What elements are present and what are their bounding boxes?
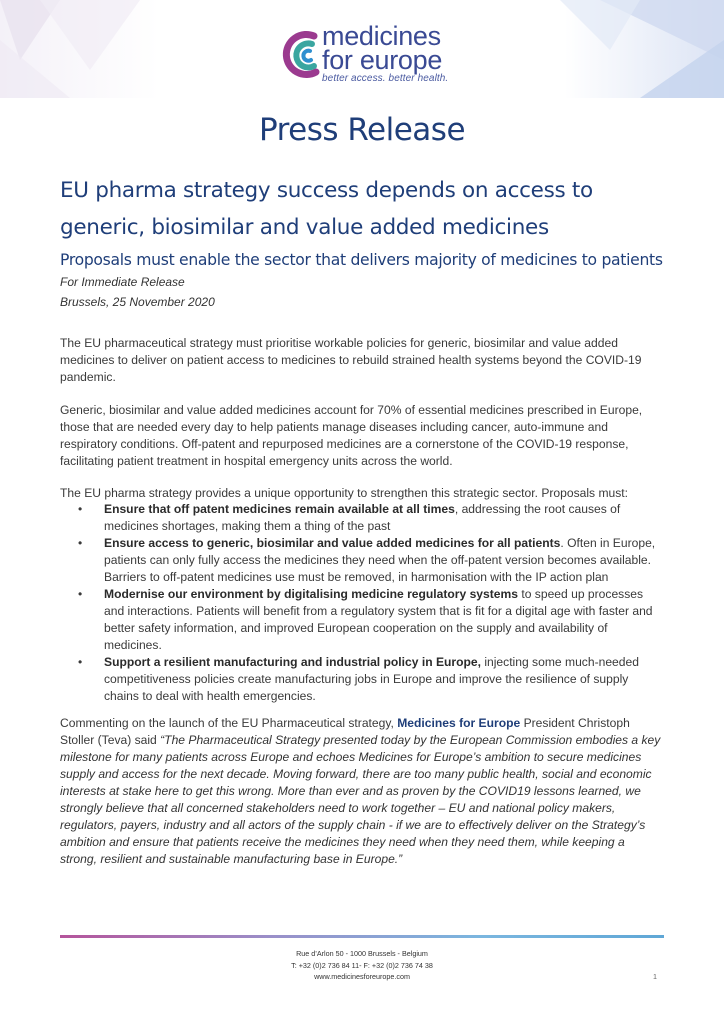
bullet-icon: • bbox=[78, 536, 83, 550]
bullet-bold-text: Ensure that off patent medicines remain available at all times bbox=[104, 502, 455, 516]
paragraph-proposals-lead: The EU pharma strategy provides a unique opportunity to strengthen this strategic sector. Proposals must: bbox=[60, 486, 629, 500]
footer-phone: T: +32 (0)2 736 84 11- F: +32 (0)2 736 74 38 bbox=[291, 960, 433, 970]
brand-logo bbox=[276, 22, 466, 88]
quote-lead: Commenting on the launch of the EU Pharmaceutical strategy, bbox=[60, 716, 398, 730]
list-item bbox=[60, 654, 664, 705]
quote-paragraph bbox=[60, 715, 664, 868]
bullet-bold-text: Ensure access to generic, biosimilar and value added medicines for all patients bbox=[104, 536, 561, 550]
headline: EU pharma strategy success depends on access to generic, biosimilar and value added medicines bbox=[60, 178, 593, 240]
page-title: Press Release bbox=[258, 112, 466, 148]
header-banner bbox=[0, 0, 724, 98]
paragraph-intro: The EU pharmaceutical strategy must prioritise workable policies for generic, biosimilar and value added medicines to deliver on patient access to medicines to rebuild strained health systems beyond the COVID-19 pandemic. bbox=[60, 336, 642, 384]
logo-wordmark-europe: europe bbox=[359, 45, 443, 75]
footer-divider bbox=[60, 935, 664, 938]
bullet-bold-text: Modernise our environment by digitalising medicine regulatory systems bbox=[104, 587, 518, 601]
quote-organisation: Medicines for Europe bbox=[397, 716, 521, 730]
quote-speaker: President Christoph Stoller (Teva) said bbox=[60, 716, 630, 747]
bullet-icon: • bbox=[78, 655, 83, 669]
footer bbox=[0, 948, 724, 983]
bullet-text: . Often in Europe, patients can only fully access the medicines they need when the off-patent version becomes available. Barriers to off-patent medicines use must be removed, in harmonisation with the IP action plan bbox=[104, 536, 656, 584]
quote-text: “The Pharmaceutical Strategy presented today by the European Commission embodies a key milestone for many patients across Europe and echoes Medicines for Europe’s ambition to secure medicines supply and access for the next decade. Moving forward, there are too many public health, social and economic interests at stake here to get this wrong. More than ever and as proven by the COVID19 lessons learned, we strongly believe that all concerned stakeholders need to work together – EU and national policy makers, regulators, payers, industry and all actors of the supply chain - if we are to effectively deliver on the Strategy’s ambition and ensure that patients receive the medicines they need when they need them, while keeping a strong, resilient and sustainable manufacturing base in Europe.” bbox=[60, 733, 661, 866]
footer-website-link[interactable]: www.medicinesforeurope.com bbox=[314, 972, 410, 981]
logo-wordmark-line2 bbox=[322, 45, 448, 75]
bullet-icon: • bbox=[78, 502, 83, 516]
proposals-list bbox=[60, 501, 664, 705]
logo-mark-icon bbox=[276, 22, 326, 88]
bullet-icon: • bbox=[78, 587, 83, 601]
logo-tagline: better access. better health. bbox=[322, 73, 449, 84]
dateline: Brussels, 25 November 2020 bbox=[60, 295, 215, 309]
bullet-text: to speed up processes and interactions. Patients will benefit from a regulatory system that is fit for a digital age with faster and better safety information, and improved European cooperation on the supply and availability of medicines. bbox=[104, 587, 653, 652]
subheadline: Proposals must enable the sector that delivers majority of medicines to patients bbox=[60, 251, 663, 269]
page-number: 1 bbox=[653, 972, 657, 981]
bullet-bold-text: Support a resilient manufacturing and industrial policy in Europe, bbox=[104, 655, 481, 669]
list-item bbox=[60, 535, 664, 586]
logo-wordmark-for: for bbox=[322, 45, 360, 75]
list-item bbox=[60, 586, 664, 654]
paragraph-market-share: Generic, biosimilar and value added medicines account for 70% of essential medicines prescribed in Europe, those that are needed every day to help patients manage diseases including cancer, auto-immune and respiratory conditions. Off-patent and repurposed medicines are a cornerstone of the COVID-19 response, facilitating patient treatment in hospital emergency units across the world. bbox=[60, 403, 643, 468]
logo-wordmark-line1: medicines bbox=[322, 21, 441, 51]
bullet-text: , addressing the root causes of medicines shortages, making them a thing of the past bbox=[104, 502, 621, 533]
footer-address: Rue d’Arlon 50 - 1000 Brussels - Belgium bbox=[296, 949, 428, 958]
bullet-text: injecting some much-needed competitiveness policies create manufacturing jobs in Europe and improve the resilience of supply chains to deal with health emergencies. bbox=[104, 655, 639, 703]
list-item bbox=[60, 501, 664, 535]
release-note: For Immediate Release bbox=[60, 275, 185, 289]
